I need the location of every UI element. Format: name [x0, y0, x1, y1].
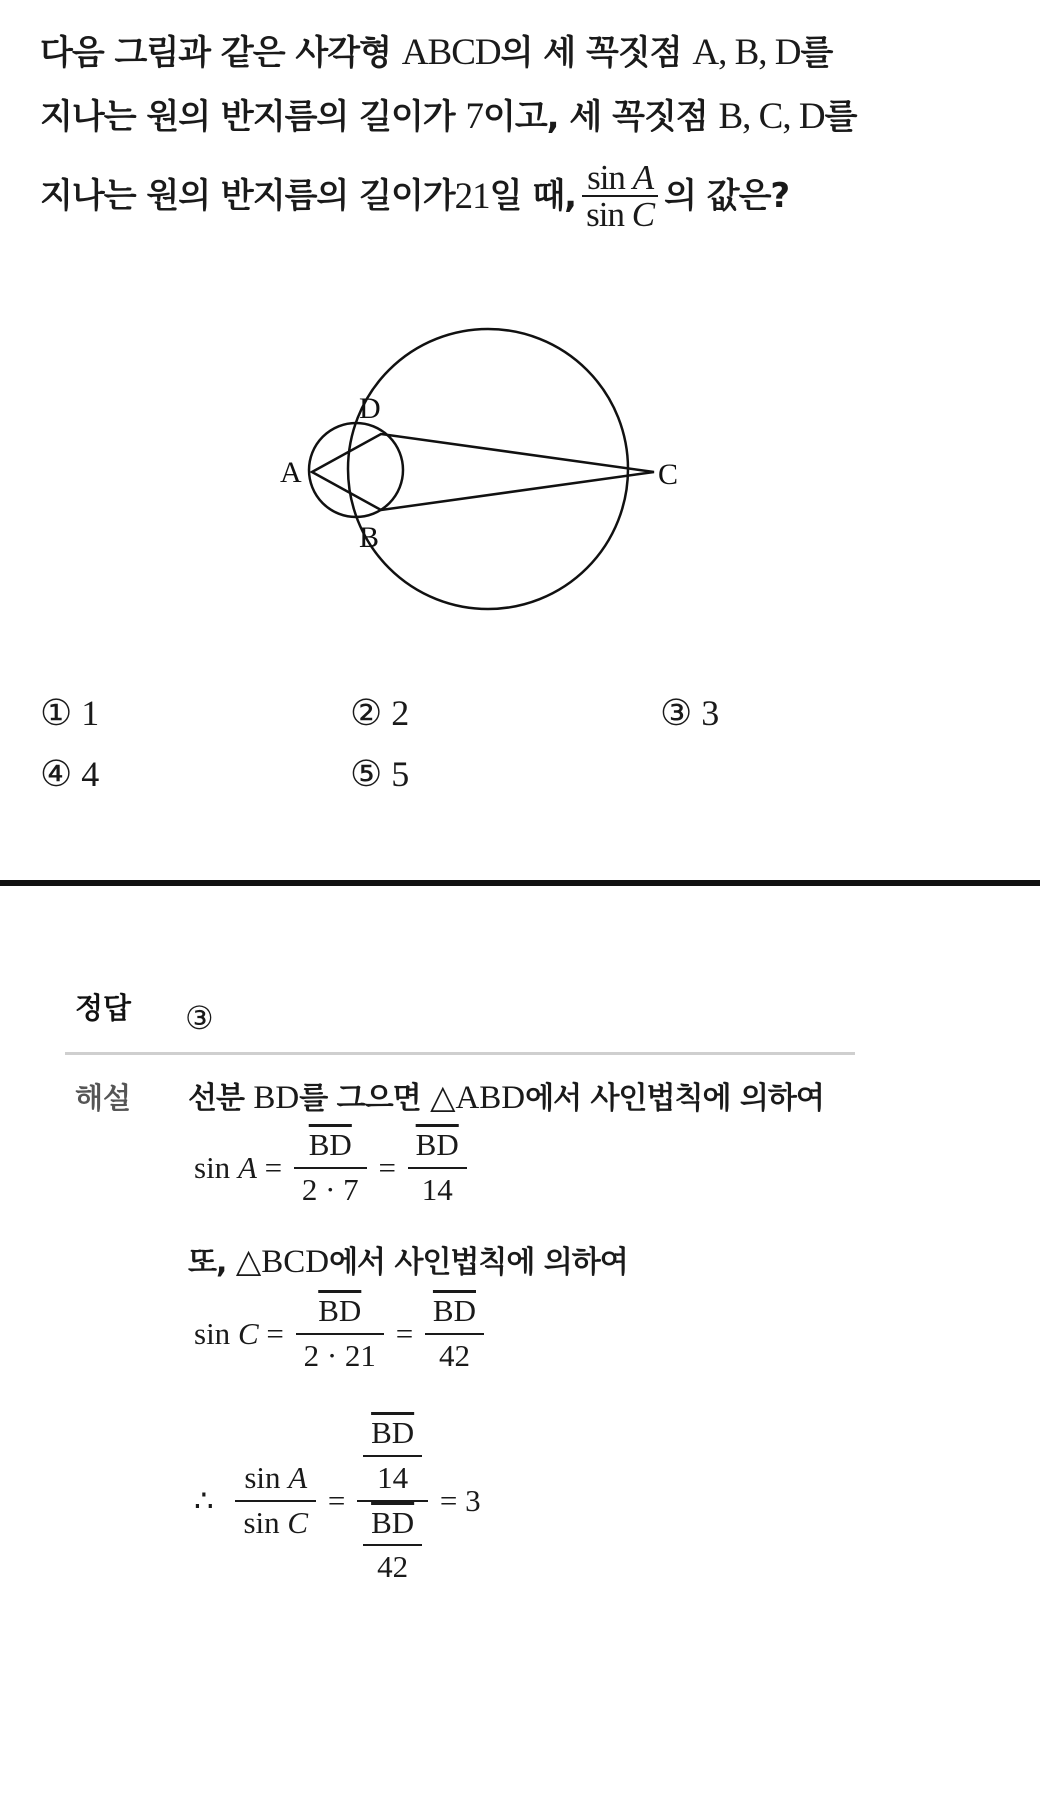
question-text: 지나는 원의 반지름의 길이가: [40, 176, 455, 216]
fraction: $\frac{\text{sin A}}{\text{sin C}}$: [235, 1457, 316, 1545]
vertex-label-c: C: [658, 458, 679, 491]
answer-value: ③: [185, 1000, 214, 1036]
fraction: $\frac{\overline{BD}}{42}$: [425, 1290, 484, 1378]
choice-2[interactable]: ② 2: [350, 693, 410, 733]
vertex-list: B, C, D: [718, 96, 825, 137]
radius-value: 21: [454, 175, 490, 217]
solution-label: 해설: [75, 1081, 132, 1115]
triangle-bcd: △BCD: [235, 1244, 330, 1280]
question-text: 를: [800, 33, 833, 73]
fraction: $\frac{\overline{BD}}{2 \cdot 7}$: [294, 1124, 367, 1212]
geometry-figure: [0, 0, 1046, 640]
section-divider: [0, 880, 1040, 886]
choice-4[interactable]: ④ 4: [40, 754, 100, 794]
fraction-numerator: sin A: [582, 160, 658, 197]
fraction: $\frac{\overline{BD}}{14}$: [408, 1124, 467, 1212]
quad-name: ABCD: [401, 32, 501, 73]
question-text: 지나는 원의 반지름의 길이가: [40, 97, 466, 137]
vertex-label-a: A: [280, 456, 302, 489]
quadrilateral-abcd: [312, 434, 654, 510]
question-text: 를: [824, 97, 857, 137]
vertex-list: A, B, D: [692, 32, 801, 73]
vertex-label-d: D: [359, 392, 381, 425]
question-text: 다음 그림과 같은 사각형: [40, 33, 402, 73]
solution-line-2: 또, △BCD에서 사인법칙에 의하여: [188, 1244, 628, 1280]
answer-rule: [65, 1052, 855, 1055]
large-circle: [348, 329, 628, 609]
answer-label: 정답: [75, 991, 132, 1025]
small-circle: [309, 423, 403, 517]
result-value: = 3: [439, 1482, 481, 1518]
choice-1[interactable]: ① 1: [40, 693, 100, 733]
segment-bd: BD: [253, 1080, 300, 1116]
vertex-label-b: B: [359, 521, 380, 554]
question-text: 의 값은?: [664, 176, 790, 216]
solution-line-1: 선분 BD를 그으면 △ABD에서 사인법칙에 의하여: [188, 1080, 824, 1116]
compound-fraction: $\frac{\frac{\overline{BD}}{14}}{\frac{\overline{BD}}{42}}$: [357, 1412, 428, 1589]
choice-3[interactable]: ③ 3: [660, 693, 720, 733]
question-text: 의 세 꼭짓점: [500, 33, 693, 73]
triangle-abd: △ABD: [430, 1080, 526, 1116]
equation-sin-c: sin C = $\frac{\overline{BD}}{2 \cdot 21}$ = $\frac{\overline{BD}}{42}$: [194, 1290, 488, 1378]
choice-5[interactable]: ⑤ 5: [350, 754, 410, 794]
fraction: $\frac{\overline{BD}}{2 \cdot 21}$: [296, 1290, 384, 1378]
fraction-denominator: sin C: [586, 195, 655, 234]
radius-value: 7: [465, 96, 483, 137]
equation-ratio: ∴ $\frac{\text{sin A}}{\text{sin C}}$ = $\frac{\frac{\overline{BD}}{14}}{\frac{\overline{BD}}{42}}$ = 3: [194, 1412, 481, 1589]
question-text: 일 때,: [489, 176, 577, 216]
equation-sin-a: sin A = $\frac{\overline{BD}}{2 \cdot 7}$ = $\frac{\overline{BD}}{14}$: [194, 1124, 471, 1212]
question-text: 이고, 세 꼭짓점: [482, 97, 719, 137]
